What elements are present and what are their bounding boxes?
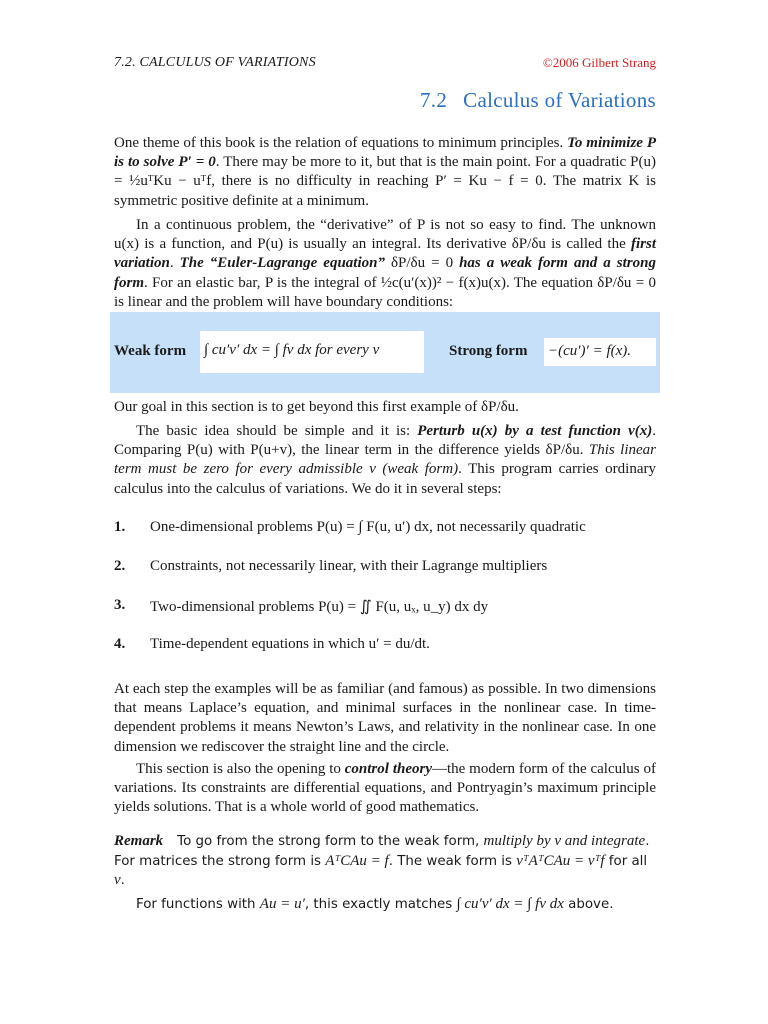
list-item <box>114 519 656 539</box>
para4-perturb: Perturb u(x) by a test function v(x) <box>417 423 653 439</box>
remark-label: Remark <box>114 833 164 849</box>
para2-text-c: . <box>169 255 180 272</box>
remark-block <box>114 832 656 914</box>
section-number: 7.2 <box>419 88 448 112</box>
para6-control-theory: control theory <box>344 761 432 777</box>
step-number: 4. <box>114 636 126 652</box>
para4-text-c: . Comparing P(u) with P(u+v), the linear term in the difference yields δP/δu. <box>114 423 656 459</box>
section-title-text: Calculus of Variations <box>463 88 656 112</box>
para2-text-e: δP/δu = 0 <box>384 255 460 272</box>
paragraph-6 <box>114 760 656 818</box>
list-item <box>114 597 656 617</box>
para1-emphasis: To minimize P is to solve P′ = 0 <box>114 135 657 171</box>
remark-line2-e: above. <box>563 896 614 912</box>
copyright-notice: ©2006 Gilbert Strang <box>542 55 656 70</box>
weak-form-equation <box>200 331 424 373</box>
para6-text-a: This section is also the opening to <box>136 761 345 777</box>
chapter-header: 7.2. CALCULUS OF VARIATIONS <box>114 55 316 70</box>
para4-text-a: The basic idea should be simple and it is: <box>136 423 418 439</box>
para2-text-g: . For an elastic bar, P is the integral of ½c(u′(x))² − f(x)u(x). The equation δP/δu = 0 is linear and the problem will have boundary conditions: <box>114 274 656 310</box>
step-text: Constraints, not necessarily linear, with their Lagrange multipliers <box>150 558 548 574</box>
remark-text-g: for all <box>604 853 648 869</box>
section-title <box>420 88 656 113</box>
running-head <box>114 55 656 73</box>
remark-text-i: . <box>120 873 125 889</box>
para3-text: Our goal in this section is to get beyond this first example of δP/δu. <box>114 399 519 415</box>
step-number: 1. <box>114 519 126 535</box>
paragraph-4 <box>114 422 656 499</box>
para4-text-e: . This program carries ordinary calculus into the calculus of variations. We do it in several steps: <box>114 461 657 497</box>
step-text: Time-dependent equations in which u′ = du/dt. <box>150 636 430 652</box>
remark-line2-c: , this exactly matches <box>304 896 457 912</box>
weak-form-label: Weak form <box>114 343 187 359</box>
step-number: 2. <box>114 558 126 574</box>
para1-text-c: . There may be more to it, but that is the main point. For a quadratic P(u) = ½uᵀKu − uᵀf, there is no difficulty in reaching P′ = Ku − f = 0. The matrix K is symmetric positive definite at a minimum. <box>114 154 656 209</box>
step-number: 3. <box>114 597 126 613</box>
remark-strong-form-matrix: AᵀCAu = f <box>325 852 389 869</box>
remark-text-b: multiply by v and integrate <box>483 833 646 849</box>
remark-text-c: . For matrices the strong form is <box>114 834 650 869</box>
remark-text-e: . The weak form is <box>388 853 517 869</box>
paragraph-1 <box>114 134 656 211</box>
para5-text: At each step the examples will be as familiar (and famous) as possible. In two dimensions that means Laplace’s equation, and minimal surfaces in the nonlinear case. In time-dependent problems it means Newton’s Laws, and relativity in the nonlinear case. In one dimension we rediscover the straight line and the circle. <box>114 681 656 755</box>
remark-text-h: v <box>114 872 121 889</box>
step-text: One-dimensional problems P(u) = ∫ F(u, u′) dx, not necessarily quadratic <box>150 519 586 535</box>
strong-form-equation <box>544 338 656 366</box>
para1-text-a: One theme of this book is the relation of equations to minimum principles. <box>114 135 568 151</box>
para2-text-a: In a continuous problem, the “derivative” of P is not so easy to find. The unknown u(x) is a function, and P(u) is usually an integral. Its derivative δP/δu is called the <box>114 217 656 253</box>
para2-weak-strong: has a weak form and a strong form <box>114 255 656 291</box>
weak-form-equation-text: ∫ cu′v′ dx = ∫ fv dx for every v <box>204 342 380 358</box>
forms-box <box>110 312 660 393</box>
remark-line2-d: ∫ cu′v′ dx = ∫ fv dx <box>456 895 564 912</box>
para4-linear-term: This linear term must be zero for every admissible v (weak form) <box>114 442 656 478</box>
para2-first-variation: first variation <box>114 236 656 272</box>
remark-weak-form-matrix: vᵀAᵀCAu = vᵀf <box>516 852 605 869</box>
para6-text-c: —the modern form of the calculus of variations. Its constraints are differential equations, and Pontryagin’s maximum principle yields solutions. That is a whole world of good mathematics. <box>114 761 656 816</box>
remark-line2-b: Au = u′ <box>259 895 305 912</box>
strong-form-equation-text: −(cu′)′ = f(x). <box>548 343 632 359</box>
paragraph-2 <box>114 216 656 312</box>
paragraph-3 <box>114 398 656 417</box>
paragraph-5 <box>114 680 656 757</box>
strong-form-label: Strong form <box>449 343 528 359</box>
remark-text-a: To go from the strong form to the weak form, <box>177 834 484 849</box>
para2-euler-lagrange: The “Euler-Lagrange equation” <box>179 255 385 272</box>
list-item <box>114 558 656 578</box>
step-text: Two-dimensional problems P(u) = ∬ F(u, uₓ, u_y) dx dy <box>150 599 489 615</box>
list-item <box>114 636 656 656</box>
remark-line2-a: For functions with <box>136 896 260 912</box>
